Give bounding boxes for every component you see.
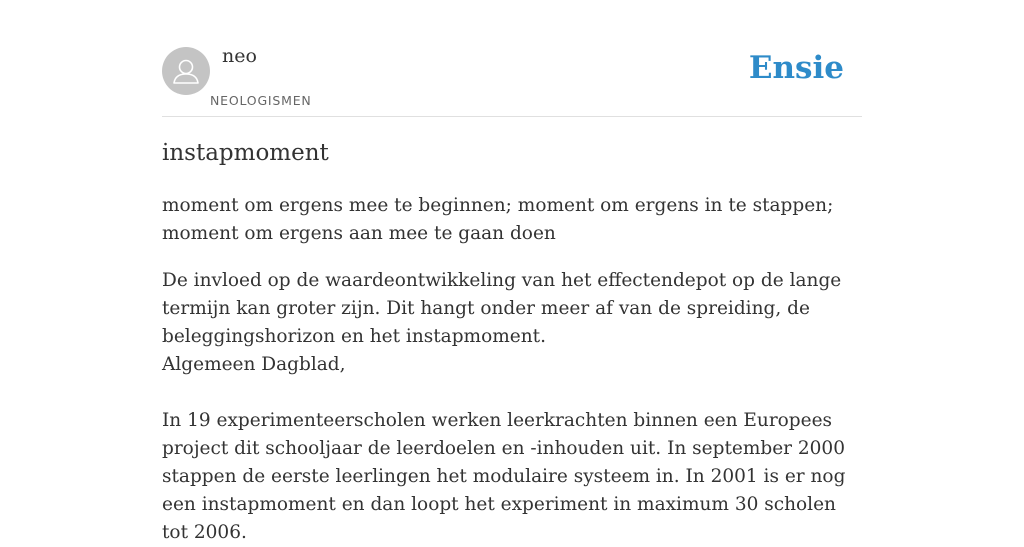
user-silhouette-icon [162, 47, 210, 95]
avatar[interactable] [162, 47, 210, 95]
dictionary-subtitle[interactable]: NEOLOGISMEN [210, 93, 312, 108]
page-container [162, 0, 862, 543]
header [162, 0, 862, 117]
examples-section [162, 267, 862, 547]
example-item [162, 407, 862, 547]
example-text: De invloed op de waardeontwikkeling van het effectendepot op de lange termijn kan groter zijn. Dit hangt onder meer af van de spreiding, de beleggingshorizon en het instapmoment. [162, 270, 842, 347]
entry-word: instapmoment [162, 140, 329, 166]
username-link[interactable]: neo [222, 45, 257, 67]
example-text: In 19 experimenteerscholen werken leerkrachten binnen een Europees project dit schooljaar de leerdoelen en -inhouden uit. In september 2000 stappen de eerste leerlingen het modulaire systeem in. In 2001 is er nog een instapmoment en dan loopt het experiment in maximum 30 scholen tot 2006. [162, 410, 846, 543]
example-item [162, 267, 862, 379]
example-source: Algemeen Dagblad, [162, 354, 346, 375]
brand-logo[interactable]: Ensie [748, 50, 844, 86]
entry-definition: moment om ergens mee te beginnen; moment om ergens in te stappen; moment om ergens aan mee te gaan doen [162, 195, 834, 244]
